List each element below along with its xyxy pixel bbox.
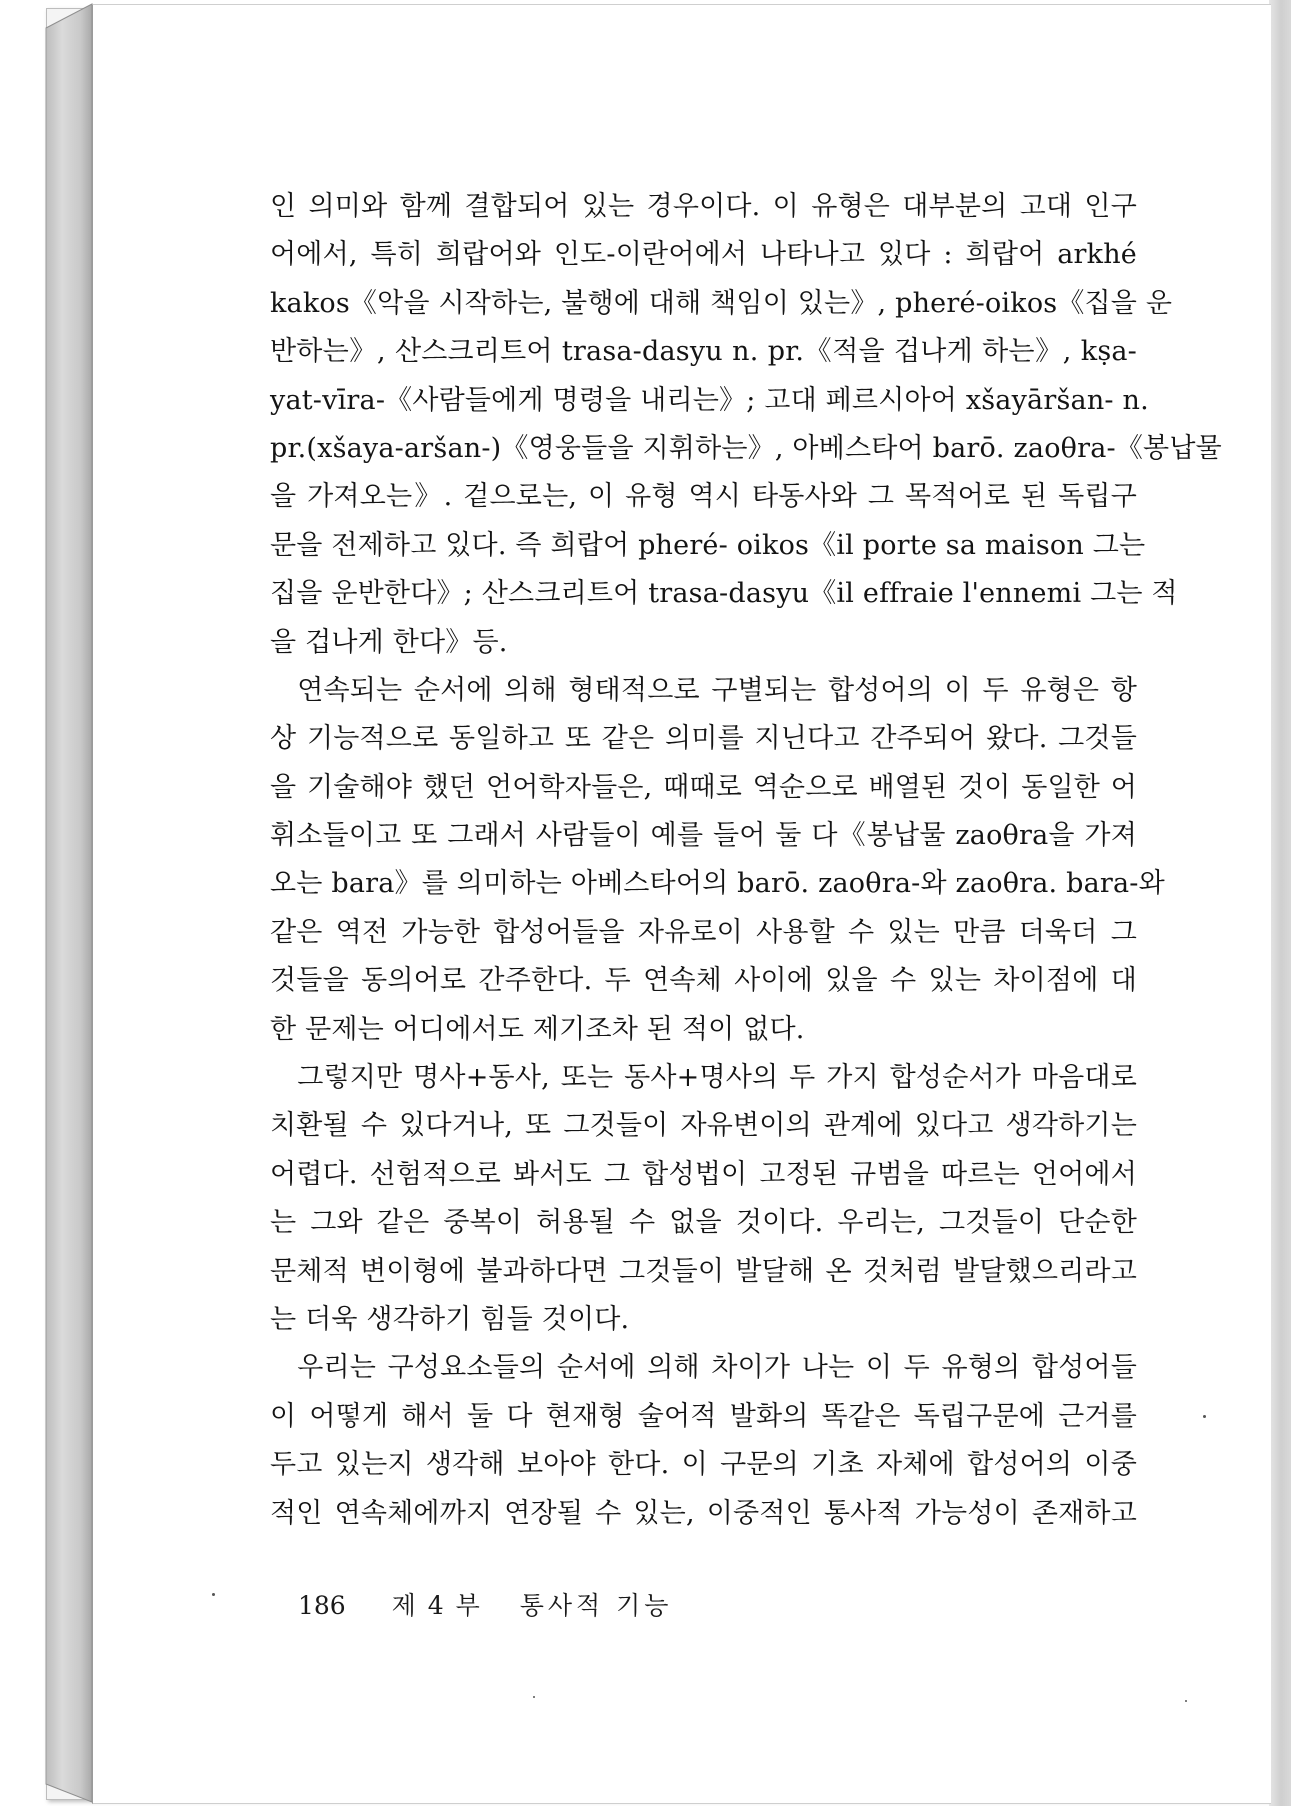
text-line: 문체적 변이형에 불과하다면 그것들이 발달해 온 것처럼 발달했으리라고 (270, 1255, 1137, 1287)
text-line: 문을 전제하고 있다. 즉 희랍어 pheré- oikos《il porte sa maison 그는 (270, 529, 1146, 561)
page-number: 186 (298, 1591, 346, 1620)
text-line: 치환될 수 있다거나, 또 그것들이 자유변이의 관계에 있다고 생각하기는 (270, 1110, 1137, 1142)
body-text (270, 183, 1222, 1538)
book-spine (0, 0, 100, 1806)
text-line: 적인 연속체에까지 연장될 수 있는, 이중적인 통사적 가능성이 존재하고 (270, 1497, 1137, 1529)
text-line: kakos《악을 시작하는, 불행에 대해 책임이 있는》, pheré-oikos《집을 운 (270, 287, 1173, 319)
text-line: 는 그와 같은 중복이 허용될 수 없을 것이다. 우리는, 그것들이 단순한 (270, 1207, 1137, 1239)
right-page-shadow (1269, 0, 1291, 1806)
text-line: 반하는》, 산스크리트어 trasa-dasyu n. pr.《적을 겁나게 하는》, kṣa- (270, 336, 1137, 368)
scan-speck (1185, 1700, 1187, 1702)
text-line: 어에서, 특히 희랍어와 인도-이란어에서 나타나고 있다 : 희랍어 arkhé (270, 239, 1137, 271)
text-line: 을 기술해야 했던 언어학자들은, 때때로 역순으로 배열된 것이 동일한 어 (270, 771, 1137, 803)
text-line: 휘소들이고 또 그래서 사람들이 예를 들어 둘 다《봉납물 zaoθra을 가져 (270, 820, 1137, 852)
text-line: 집을 운반한다》; 산스크리트어 trasa-dasyu《il effraie l'ennemi 그는 적 (270, 578, 1178, 610)
text-line: 인 의미와 함께 결합되어 있는 경우이다. 이 유형은 대부분의 고대 인구 (270, 191, 1137, 222)
text-line: 는 더욱 생각하기 힘들 것이다. (270, 1303, 630, 1335)
text-line: 두고 있는지 생각해 보아야 한다. 이 구문의 기초 자체에 합성어의 이중 (270, 1449, 1137, 1481)
text-line: pr.(xšaya-aršan-)《영웅들을 지휘하는》, 아베스타어 barō. zaoθra-《봉납물 (270, 432, 1222, 464)
text-line: 을 가져오는》. 겉으로는, 이 유형 역시 타동사와 그 목적어로 된 독립구 (270, 481, 1137, 513)
text-line: 연속되는 순서에 의해 형태적으로 구별되는 합성어의 이 두 유형은 항 (270, 674, 1137, 706)
text-line: 상 기능적으로 동일하고 또 같은 의미를 지닌다고 간주되어 왔다. 그것들 (270, 723, 1137, 755)
section-title: 통사적 기능 (519, 1591, 673, 1620)
page-footer (298, 1586, 672, 1622)
text-line: 우리는 구성요소들의 순서에 의해 차이가 나는 이 두 유형의 합성어들 (270, 1352, 1137, 1384)
text-line: 것들을 동의어로 간주한다. 두 연속체 사이에 있을 수 있는 차이점에 대 (270, 965, 1137, 997)
scan-speck (212, 1593, 215, 1596)
text-line: 어렵다. 선험적으로 봐서도 그 합성법이 고정된 규범을 따르는 언어에서 (270, 1158, 1137, 1190)
text-line: 그렇지만 명사+동사, 또는 동사+명사의 두 가지 합성순서가 마음대로 (270, 1062, 1137, 1094)
part-label: 제 4 부 (391, 1591, 482, 1620)
text-line: yat-vīra-《사람들에게 명령을 내리는》; 고대 페르시아어 xšayāršan- n. (270, 384, 1149, 416)
scan-speck (533, 1696, 535, 1698)
scan-speck (1203, 1415, 1206, 1418)
text-line: 한 문제는 어디에서도 제기조차 된 적이 없다. (270, 1013, 805, 1045)
text-line: 오는 bara》를 의미하는 아베스타어의 barō. zaoθra-와 zaoθra. bara-와 (270, 868, 1165, 900)
text-line: 같은 역전 가능한 합성어들을 자유로이 사용할 수 있는 만큼 더욱더 그 (270, 916, 1137, 948)
text-line: 을 겁나게 한다》등. (270, 626, 508, 658)
text-line: 이 어떻게 해서 둘 다 현재형 술어적 발화의 똑같은 독립구문에 근거를 (270, 1400, 1137, 1432)
